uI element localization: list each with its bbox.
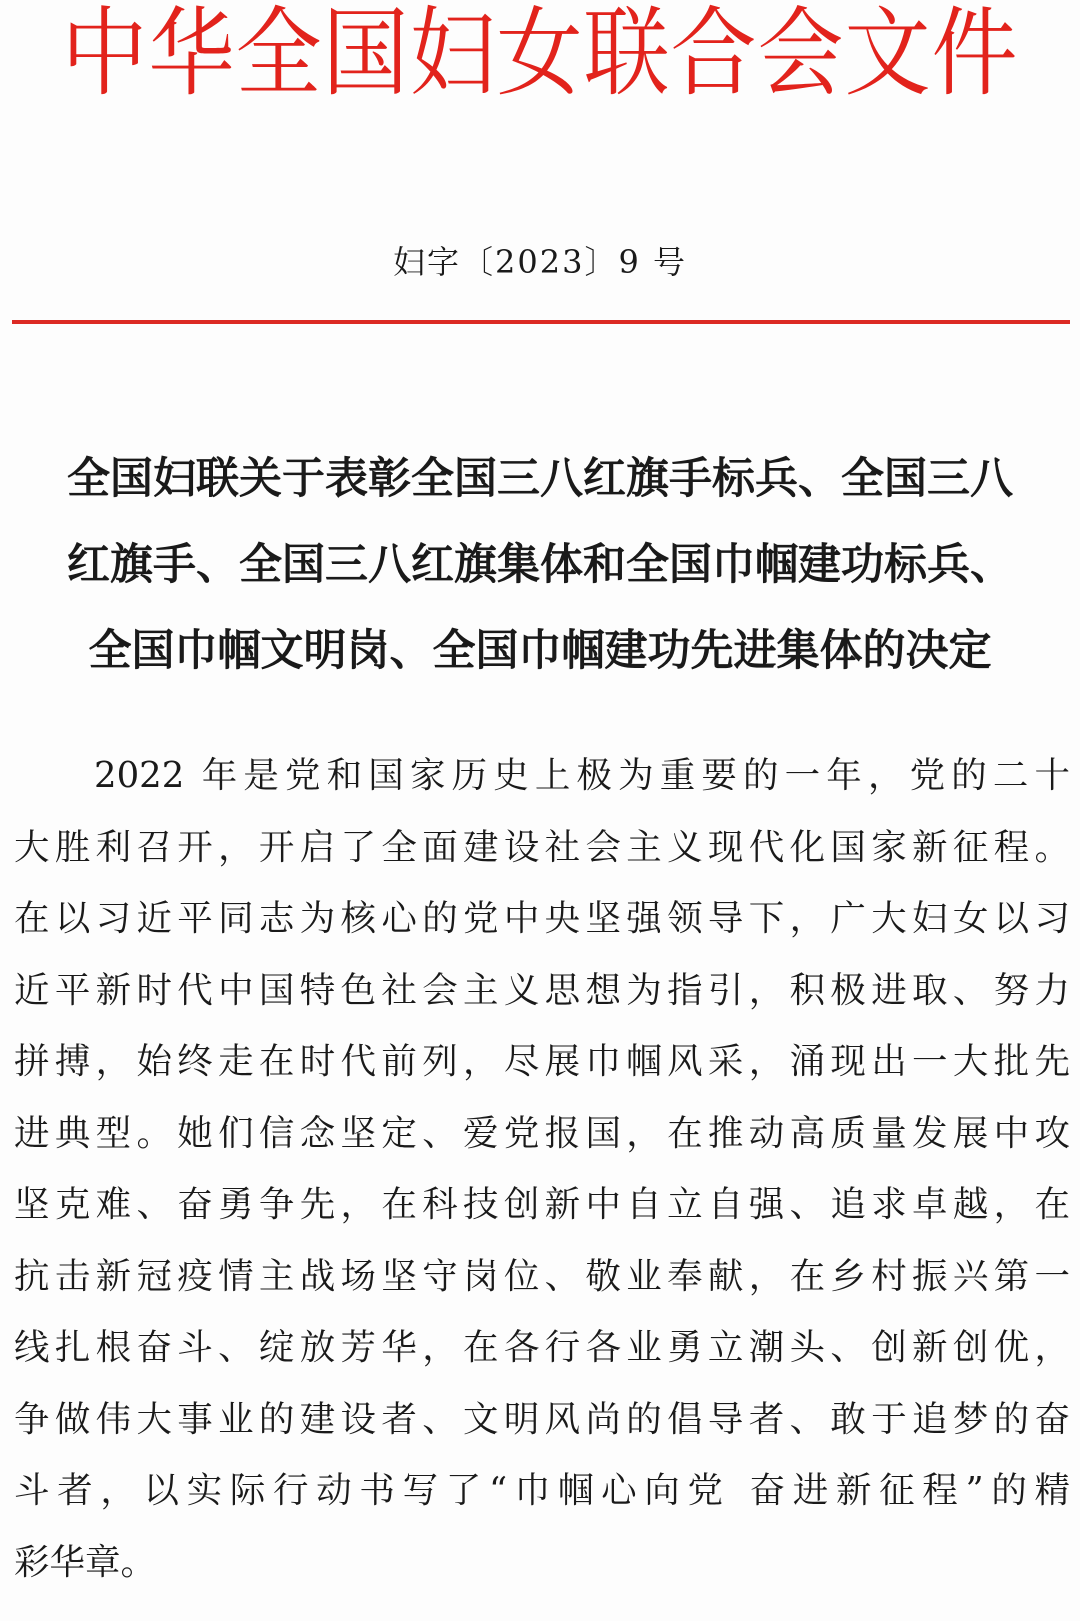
body-line: 拼搏，始终走在时代前列，尽展巾帼风采，涌现出一大批先	[14, 1041, 1070, 1082]
document-body	[14, 740, 1070, 1598]
body-line: 在以习近平同志为核心的党中央坚强领导下，广大妇女以习	[14, 898, 1070, 939]
red-divider-rule	[12, 320, 1070, 324]
body-line: 抗击新冠疫情主战场坚守岗位、敬业奉献，在乡村振兴第一	[14, 1255, 1070, 1297]
masthead	[0, 0, 1080, 130]
body-line: 近平新时代中国特色社会主义思想为指引，积极进取、努力	[14, 969, 1070, 1011]
body-line: 彩华章。	[14, 1541, 157, 1583]
body-line: 2022 年是党和国家历史上极为重要的一年，党的二十	[94, 755, 1070, 796]
title-line: 红旗手、全国三八红旗集体和全国巾帼建功标兵、	[67, 540, 1013, 590]
body-line: 大胜利召开，开启了全面建设社会主义现代化国家新征程。	[14, 826, 1070, 868]
masthead-title: 中华全国妇女联合会文件	[61, 0, 1019, 111]
title-line: 全国巾帼文明岗、全国巾帼建功先进集体的决定	[88, 626, 992, 676]
body-line: 进典型。她们信念坚定、爱党报国，在推动高质量发展中攻	[14, 1112, 1070, 1154]
body-line: 线扎根奋斗、绽放芳华，在各行各业勇立潮头、创新创优，	[14, 1327, 1070, 1368]
body-line: 坚克难、奋勇争先，在科技创新中自立自强、追求卓越，在	[14, 1184, 1070, 1225]
document-number: 妇字〔2023〕9 号	[393, 243, 687, 281]
body-line: 争做伟大事业的建设者、文明风尚的倡导者、敢于追梦的奋	[14, 1398, 1070, 1440]
body-line: 斗者，以实际行动书写了“巾帼心向党 奋进新征程”的精	[14, 1470, 1070, 1511]
title-line: 全国妇联关于表彰全国三八红旗手标兵、全国三八	[67, 454, 1013, 504]
document-title	[12, 436, 1068, 694]
